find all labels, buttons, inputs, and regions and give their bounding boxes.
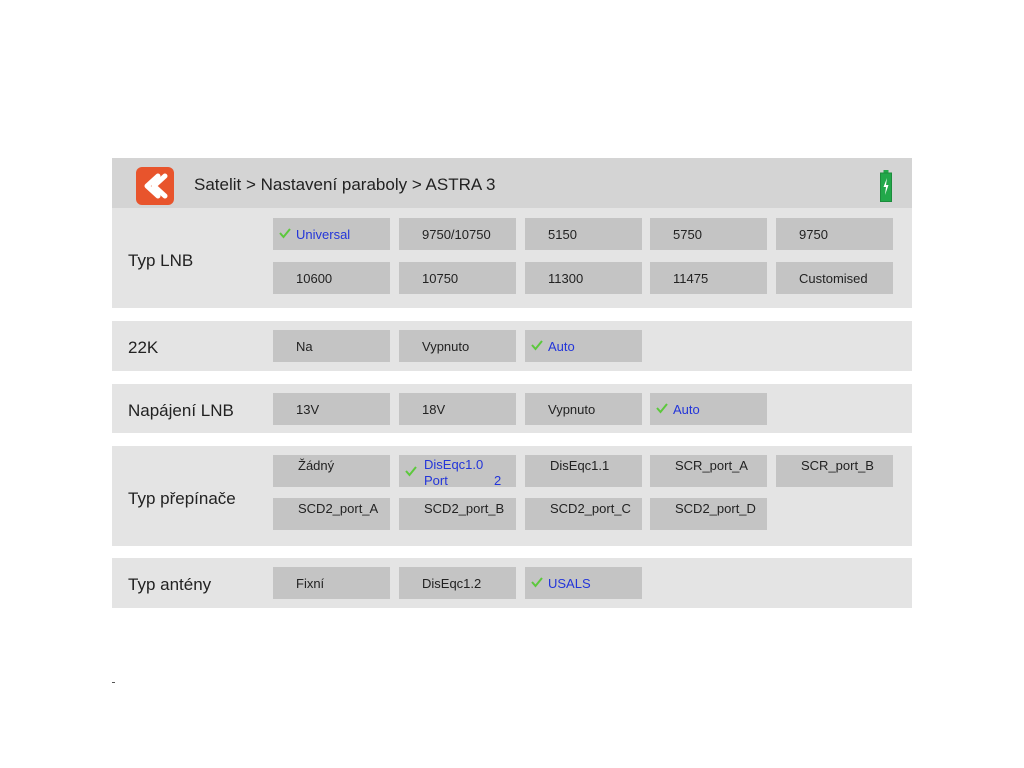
- option-switch-diseqc10[interactable]: [399, 455, 516, 487]
- option-label: 9750/10750: [422, 227, 491, 242]
- section-22k: [112, 321, 912, 371]
- option-switch-scd2-port-a[interactable]: [273, 498, 390, 530]
- option-label: SCD2_port_D: [675, 501, 756, 516]
- port-label: Port: [424, 473, 448, 488]
- option-switch-scr-port-a[interactable]: [650, 455, 767, 487]
- section-label-22k: 22K: [128, 338, 159, 357]
- option-label: 18V: [422, 402, 446, 417]
- option-label: DisEqc1.1: [550, 458, 610, 473]
- option-switch-scr-port-b[interactable]: [776, 455, 893, 487]
- option-lnb-10750[interactable]: [399, 262, 516, 294]
- option-label: SCD2_port_B: [424, 501, 505, 516]
- option-antenna-fixed[interactable]: [273, 567, 390, 599]
- option-label: SCR_port_A: [675, 458, 748, 473]
- option-label: 5150: [548, 227, 577, 242]
- breadcrumb: Satelit > Nastavení paraboly > ASTRA 3: [194, 175, 496, 194]
- option-power-vypnuto[interactable]: [525, 393, 642, 425]
- check-icon: [656, 402, 668, 414]
- section-switch-type: [112, 446, 912, 546]
- option-label: SCD2_port_C: [550, 501, 631, 516]
- option-label: 13V: [296, 402, 320, 417]
- option-power-13v[interactable]: [273, 393, 390, 425]
- option-power-18v[interactable]: [399, 393, 516, 425]
- back-chevron-icon: [136, 167, 174, 205]
- title-bar: [112, 158, 912, 208]
- section-lnb-type: [112, 208, 912, 308]
- section-antenna-type: [112, 558, 912, 608]
- option-label: Auto: [673, 402, 700, 417]
- option-label: Vypnuto: [548, 402, 596, 417]
- option-switch-none[interactable]: [273, 455, 390, 487]
- option-label: SCD2_port_A: [298, 501, 379, 516]
- option-label: USALS: [548, 576, 591, 591]
- section-label-lnb-type: Typ LNB: [128, 251, 194, 270]
- option-label: DisEqc1.0: [424, 457, 484, 472]
- option-label: Auto: [548, 339, 575, 354]
- option-antenna-diseqc12[interactable]: [399, 567, 516, 599]
- option-label: DisEqc1.2: [422, 576, 482, 591]
- option-label: 10750: [422, 271, 459, 286]
- option-label: 9750: [799, 227, 828, 242]
- option-lnb-9750-10750[interactable]: [399, 218, 516, 250]
- option-lnb-universal[interactable]: [273, 218, 390, 250]
- option-label: Customised: [799, 271, 868, 286]
- check-icon: [279, 227, 291, 239]
- option-switch-diseqc11[interactable]: [525, 455, 642, 487]
- option-22k-vypnuto[interactable]: [399, 330, 516, 362]
- section-label-lnb-power: Napájení LNB: [128, 401, 234, 420]
- back-button[interactable]: [136, 167, 174, 205]
- option-label: Na: [296, 339, 313, 354]
- section-label-switch-type: Typ přepínače: [128, 489, 236, 508]
- option-label: 11300: [548, 271, 584, 286]
- check-icon: [531, 576, 543, 588]
- option-lnb-10600[interactable]: [273, 262, 390, 294]
- option-label: 5750: [673, 227, 702, 242]
- option-lnb-customised[interactable]: [776, 262, 893, 294]
- section-lnb-power: [112, 384, 912, 433]
- battery-charging-icon: [880, 170, 892, 202]
- option-switch-scd2-port-c[interactable]: [525, 498, 642, 530]
- check-icon: [531, 339, 543, 351]
- option-lnb-11300[interactable]: [525, 262, 642, 294]
- stray-dot: [112, 682, 115, 683]
- option-lnb-5750[interactable]: [650, 218, 767, 250]
- option-label: 10600: [296, 271, 333, 286]
- option-power-auto[interactable]: [650, 393, 767, 425]
- option-antenna-usals[interactable]: [525, 567, 642, 599]
- option-22k-na[interactable]: [273, 330, 390, 362]
- option-label: Vypnuto: [422, 339, 470, 354]
- check-icon: [405, 465, 417, 477]
- option-label: Universal: [296, 227, 351, 242]
- option-switch-scd2-port-d[interactable]: [650, 498, 767, 530]
- option-lnb-11475[interactable]: [650, 262, 767, 294]
- option-22k-auto[interactable]: [525, 330, 642, 362]
- option-lnb-5150[interactable]: [525, 218, 642, 250]
- option-switch-scd2-port-b[interactable]: [399, 498, 516, 530]
- section-label-antenna-type: Typ antény: [128, 575, 212, 594]
- option-label: 11475: [673, 271, 709, 286]
- option-label: SCR_port_B: [801, 458, 874, 473]
- port-value: 2: [494, 473, 502, 488]
- option-lnb-9750[interactable]: [776, 218, 893, 250]
- option-label: Fixní: [296, 576, 325, 591]
- option-label: Žádný: [298, 458, 335, 473]
